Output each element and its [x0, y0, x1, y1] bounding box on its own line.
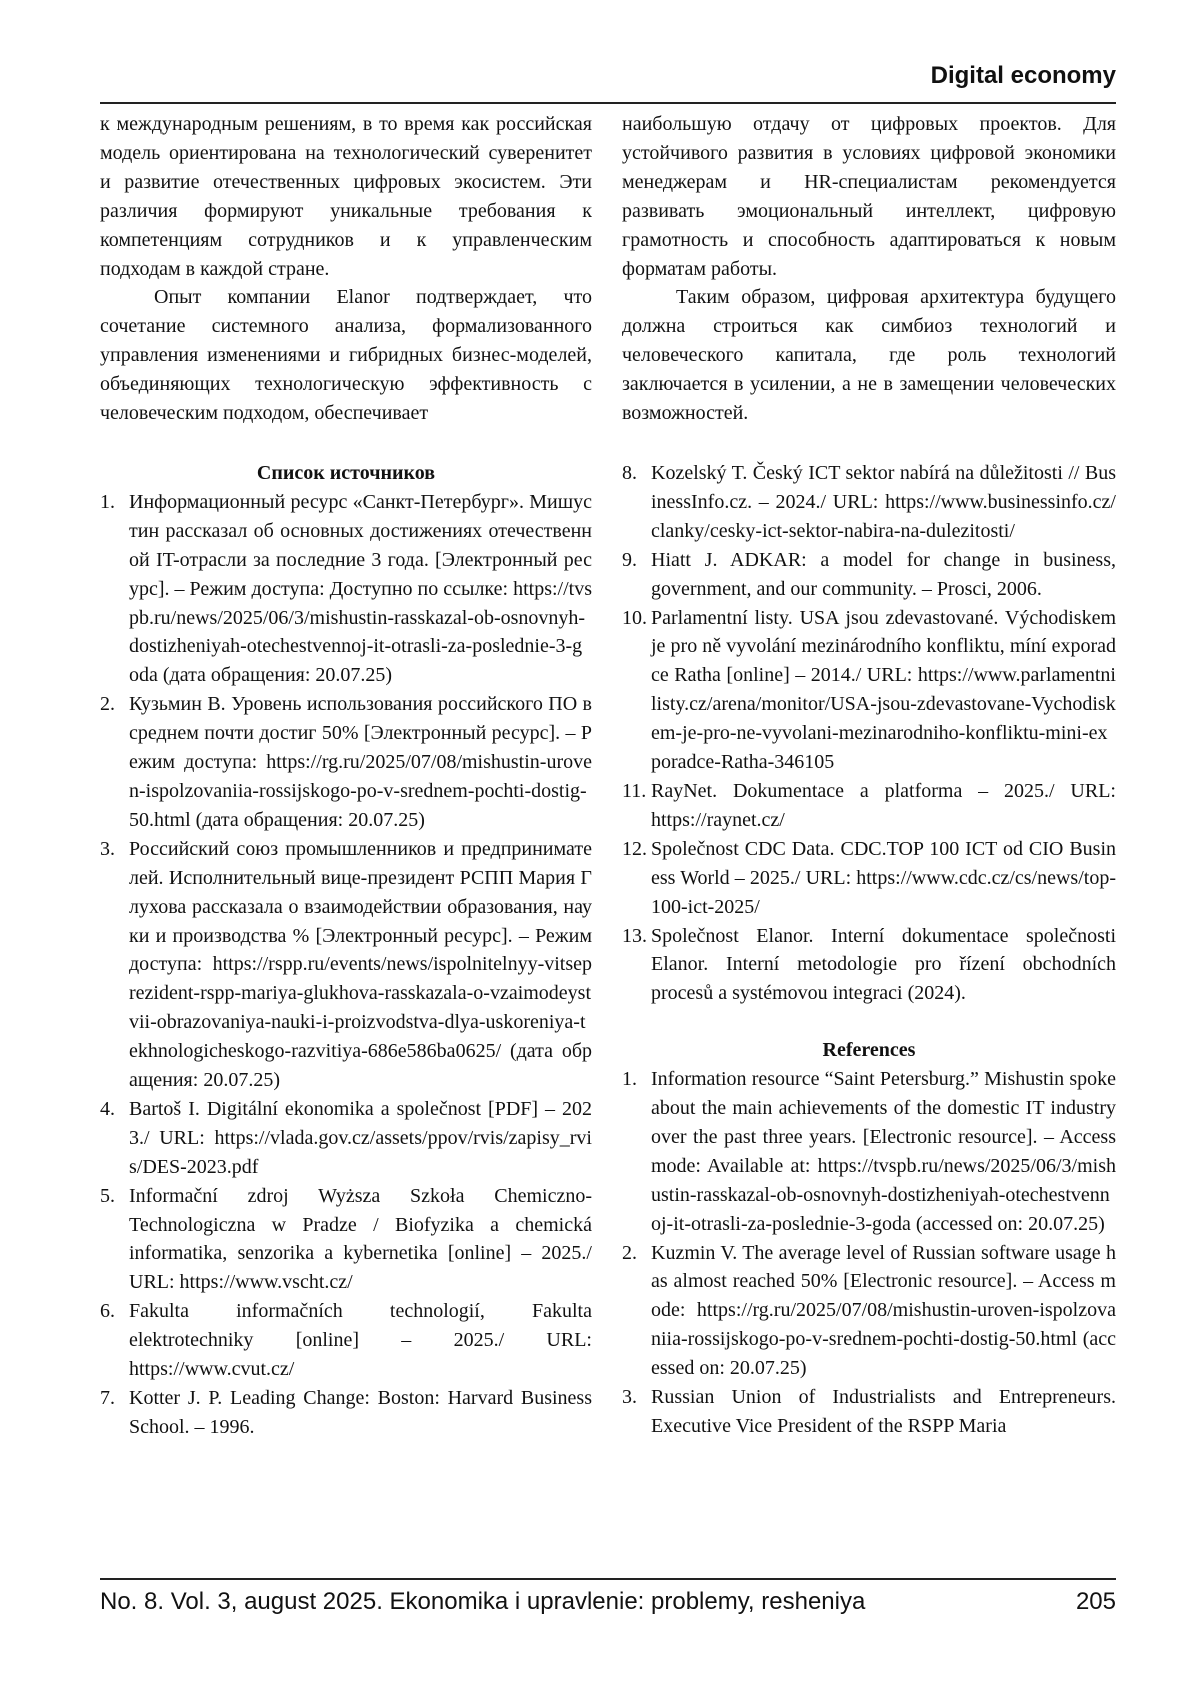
source-item: 13. Společnost Elanor. Interní dokumentace společnosti Elanor. Interní metodologie pro řízení obchodních procesů a systémovou integraci (2024). — [622, 924, 1116, 1005]
body-paragraph: Опыт компании Elanor подтверждает, что сочетание системного анализа, формализованного управления изменениями и гибридных бизнес-моделей, объединяющих технологическую эффективность с человеческим подходом, обеспечивает — [100, 286, 592, 425]
sources-heading: Список источников — [256, 462, 436, 484]
reference-item: 2. Kuzmin V. The average level of Russian software usage has almost reached 50% [Electronic resource]. – Access mode: https://rg.ru/2025/07/08/mishustin-uroven-ispolzovaniia-rossijskogo-po-v-srednem-pochti-dostig-50.html (accessed on: 20.07.25) — [622, 1241, 1116, 1380]
source-item: 5. Informační zdroj Wyższa Szkoła Chemiczno-Technologiczna w Pradze / Biofyzika a chemická informatika, senzorika a kybernetika [online] – 2025./ URL: https://www.vscht.cz/ — [100, 1184, 592, 1294]
sources-left-column — [100, 459, 592, 1442]
sources-right-column — [622, 459, 1116, 1441]
source-item: 3. Российский союз промышленников и предпринимателей. Исполнительный вице-президент РСПП Мария Глухова рассказала о взаимодействии образования, науки и производства % [Электронный ресурс]. – Режим доступа: https://rspp.ru/events/news/ispolnitelnyy-vitseprezident-rspp-mariya-glukhova-rasskazala-o-vzaimodeystvii-obrazovaniya-nauki-i-proizvodstva-dlya-uskoreniya-tekhnologicheskogo-razvitiya-686e586ba0625/ (дата обращения: 20.07.25) — [100, 837, 592, 1092]
source-item: 8. Kozelský T. Český ICT sektor nabírá na důležitosti // BusinessInfo.cz. – 2024./ URL: https://www.businessinfo.cz/clanky/cesky-ict-sektor-nabira-na-dulezitosti/ — [622, 462, 1116, 542]
source-item: 12. Společnost CDC Data. CDC.TOP 100 ICT od CIO Business World – 2025./ URL: https://www.cdc.cz/cs/news/top-100-ict-2025/ — [622, 837, 1116, 918]
footer-rule — [100, 1578, 1116, 1580]
sources-list-continued — [622, 459, 1116, 1008]
header-rule — [100, 102, 1116, 104]
body-left-column — [100, 110, 592, 428]
section-gap — [622, 1008, 1116, 1036]
reference-item: 1. Information resource “Saint Petersburg.” Mishustin spoke about the main achievements of the domestic IT industry over the past three years. [Electronic resource]. – Access mode: Available at: https://tvspb.ru/news/2025/06/3/mishustin-rasskazal-ob-osnovnyh-dostizheniyah-otechestvennoj-it-otrasli-za-poslednie-3-goda (accessed on: 20.07.25) — [622, 1068, 1116, 1235]
references-heading: References — [822, 1039, 916, 1062]
source-item: 1. Информационный ресурс «Санкт-Петербург». Мишустин рассказал об основных достижениях отечественной IT-отрасли за последние 3 года. [Электронный ресурс]. – Режим доступа: Доступно по ссылке: https://tvspb.ru/news/2025/06/3/mishustin-rasskazal-ob-osnovnyh-dostizheniyah-otechestvennoj-it-otrasli-za-poslednie-3-goda (дата обращения: 20.07.25) — [100, 490, 592, 687]
body-right-column — [622, 110, 1116, 428]
page-number: 205 — [1075, 1588, 1116, 1615]
source-item: 9. Hiatt J. ADKAR: a model for change in business, government, and our community. – Prosci, 2006. — [622, 548, 1116, 600]
source-item: 6. Fakulta informačních technologií, Fakulta elektrotechniky [online] – 2025./ URL: https://www.cvut.cz/ — [100, 1300, 592, 1381]
sources-list — [100, 488, 592, 1442]
running-header: Digital economy — [930, 62, 1116, 89]
references-list — [622, 1065, 1116, 1441]
reference-item: 3. Russian Union of Industrialists and Entrepreneurs. Executive Vice President of the RSPP Maria — [622, 1386, 1116, 1437]
source-item: 2. Кузьмин В. Уровень использования российского ПО в среднем почти достиг 50% [Электронный ресурс]. – Режим доступа: https://rg.ru/2025/07/08/mishustin-uroven-ispolzovaniia-rossijskogo-po-v-srednem-pochti-dostig-50.html (дата обращения: 20.07.25) — [100, 693, 592, 831]
source-item: 11. RayNet. Dokumentace a platforma – 2025./ URL: https://raynet.cz/ — [622, 779, 1116, 831]
source-item: 10. Parlamentní listy. USA jsou zdevastované. Východiskem je pro ně vyvolání mezinárodního konfliktu, míní exporadce Ratha [online] – 2014./ URL: https://www.parlamentnilisty.cz/arena/monitor/USA-jsou-zdevastovane-Vychodiskem-je-pro-ne-vyvolani-mezinarodniho-konfliktu-mini-exporadce-Ratha-346105 — [622, 606, 1116, 774]
source-item: 4. Bartoš I. Digitální ekonomika a společnost [PDF] – 2023./ URL: https://vlada.gov.cz/assets/ppov/rvis/zapisy_rvis/DES-2023.pdf — [100, 1097, 592, 1178]
body-paragraph: к международным решениям, в то время как российская модель ориентирована на технологический суверенитет и развитие отечественных цифровых экосистем. Эти различия формируют уникальные требования к компетенциям сотрудников и к управленческим подходам в каждой стране. — [100, 113, 592, 280]
body-paragraph: наибольшую отдачу от цифровых проектов. Для устойчивого развития в условиях цифровой экономики менеджерам и HR-специалистам рекомендуется развивать эмоциональный интеллект, цифровую грамотность и способность адаптироваться к новым форматам работы. — [622, 113, 1116, 280]
source-item: 7. Kotter J. P. Leading Change: Boston: Harvard Business School. – 1996. — [100, 1387, 592, 1438]
footer-journal-info: No. 8. Vol. 3, august 2025. Ekonomika i upravlenie: problemy, resheniya — [100, 1588, 866, 1615]
body-paragraph: Таким образом, цифровая архитектура будущего должна строиться как симбиоз технологий и человеческого капитала, где роль технологий заключается в усилении, а не в замещении человеческих возможностей. — [622, 286, 1116, 425]
